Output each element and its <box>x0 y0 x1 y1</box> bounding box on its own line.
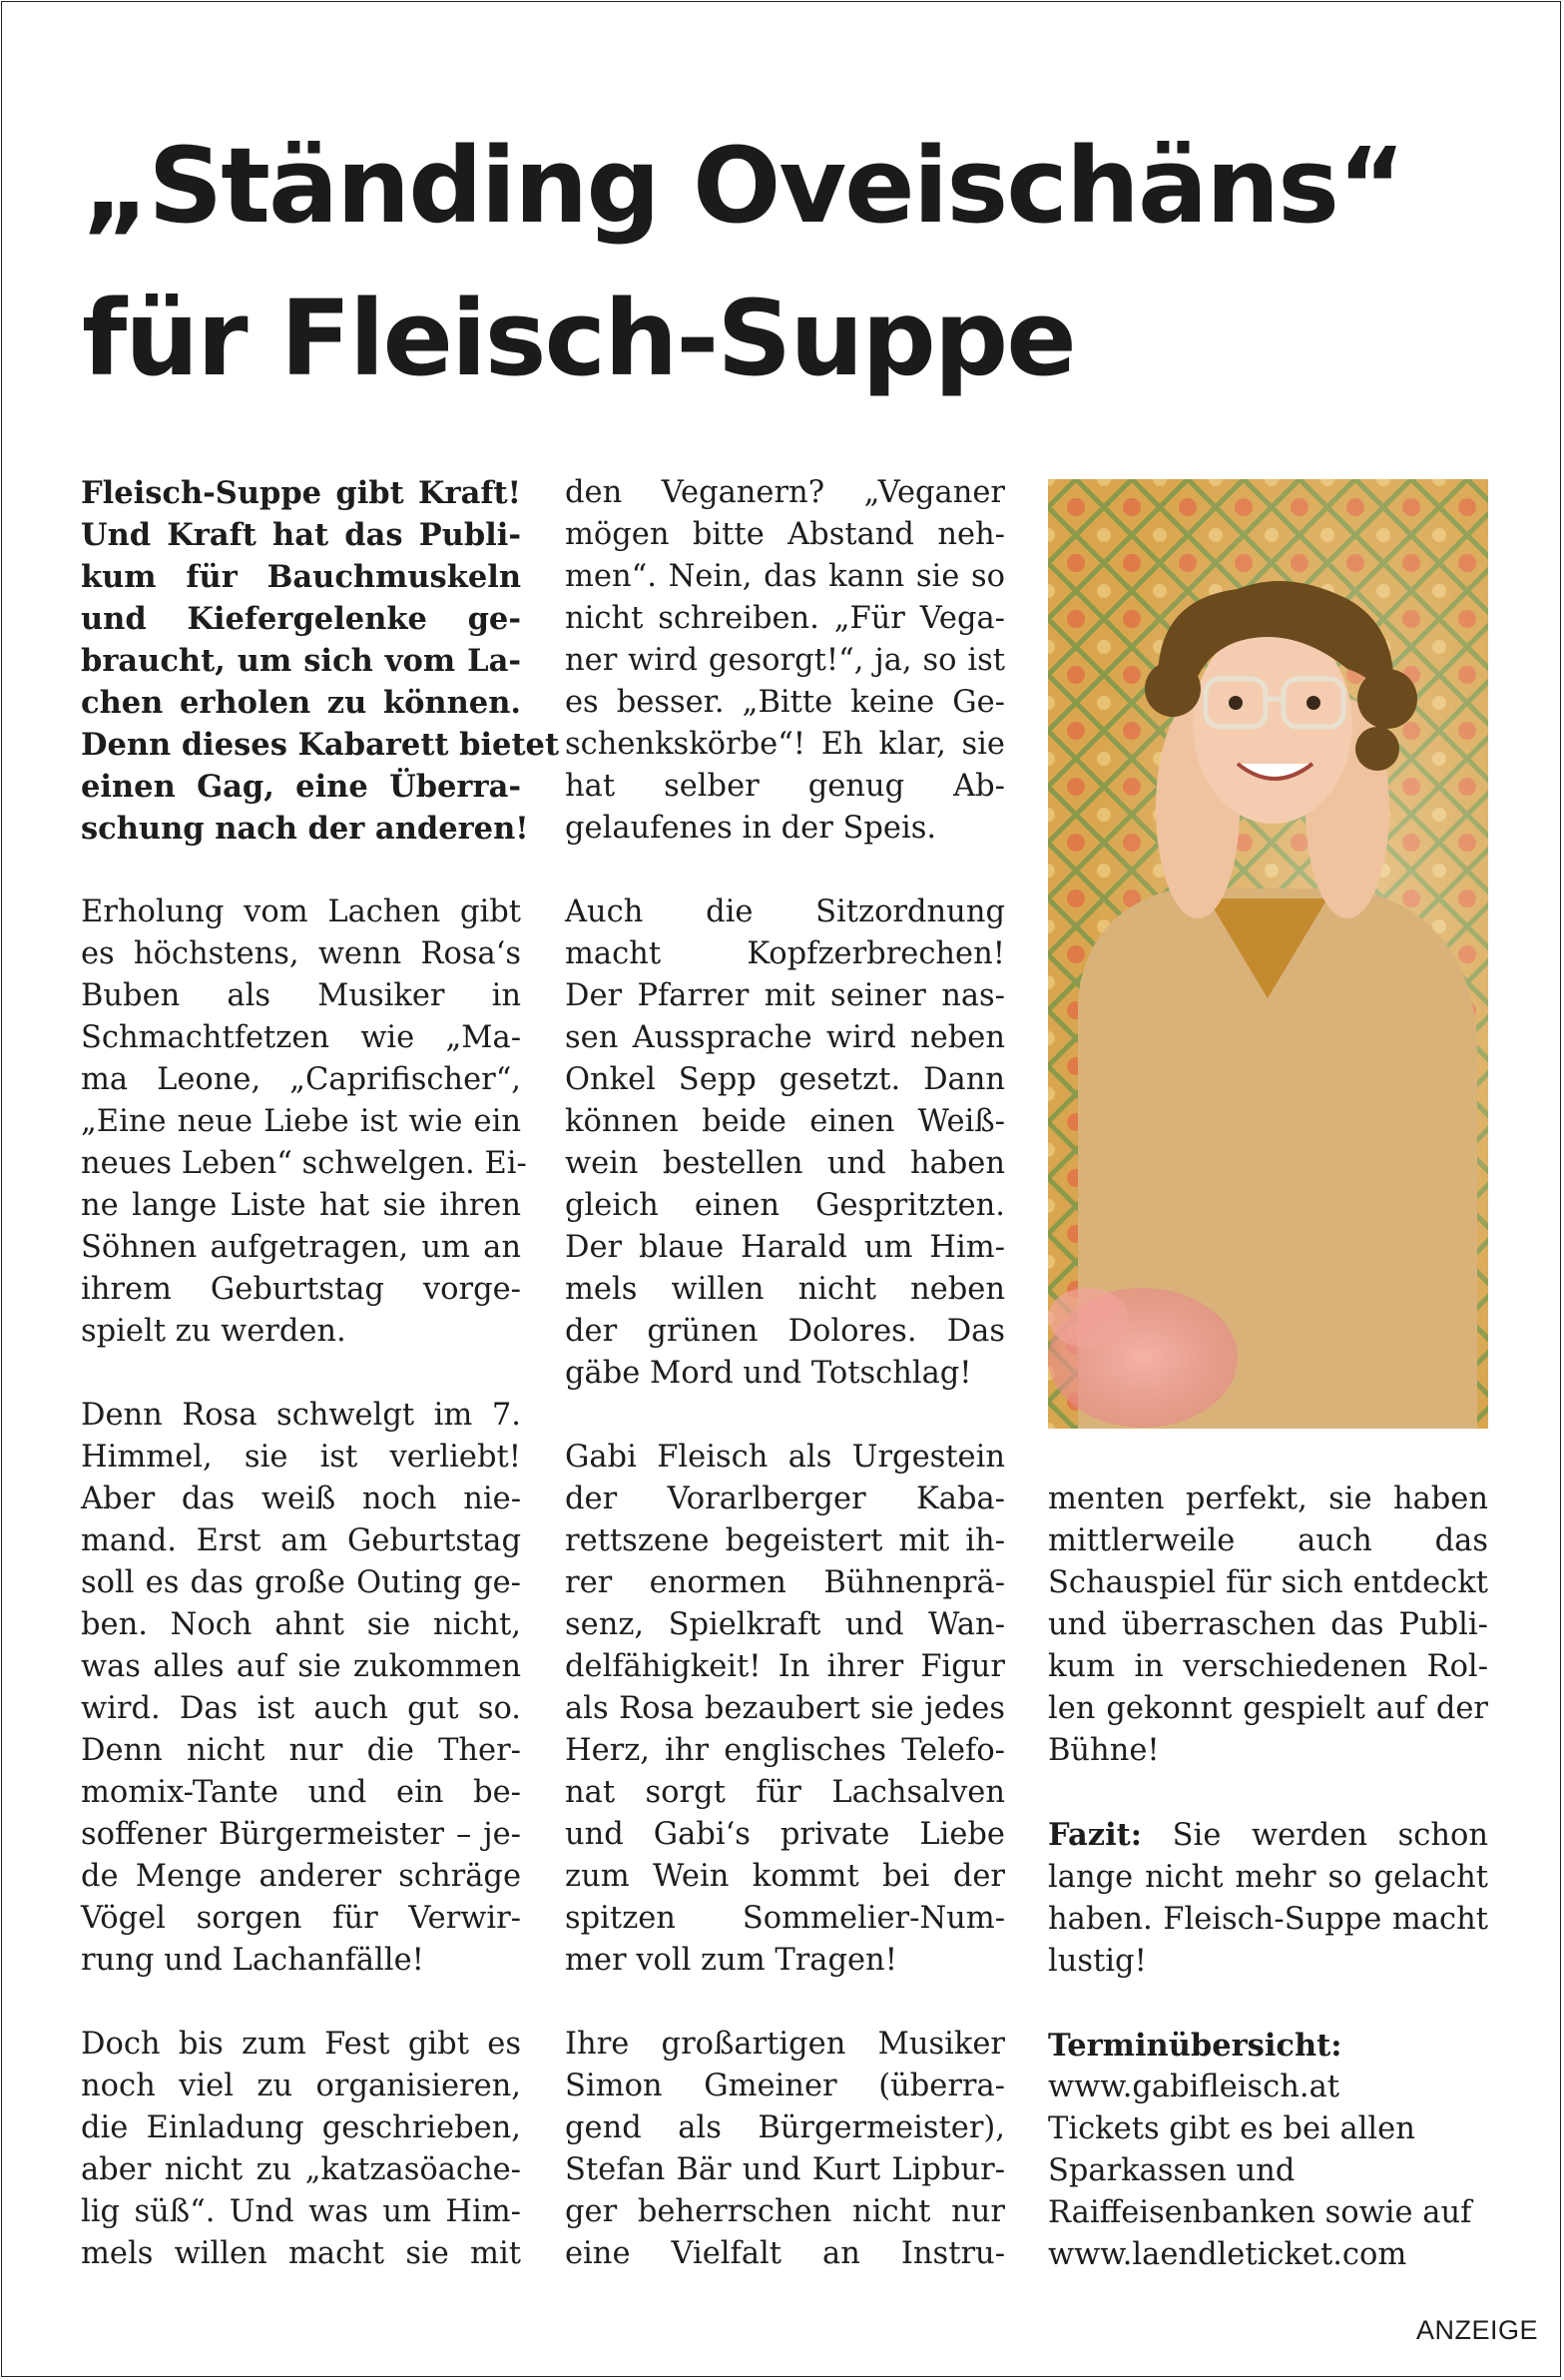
text-line: als Rosa bezaubert sie jedes <box>565 1691 1005 1726</box>
text-line: ma Leone, „Caprifischer“, <box>81 1062 521 1097</box>
text-line: gelaufenes in der Speis. <box>565 811 937 846</box>
text-line: Raiffeisenbanken sowie auf <box>1048 2195 1472 2230</box>
text-line: wein bestellen und haben <box>565 1146 1005 1181</box>
termin-label: Terminübersicht: <box>1048 2028 1342 2064</box>
text-line: rettszene begeistert mit ih- <box>565 1523 1005 1558</box>
text-line: soffener Bürgermeister – je- <box>81 1817 521 1852</box>
text-line: aber nicht zu „katzasöache- <box>81 2152 521 2187</box>
text-line: soll es das große Outing ge- <box>81 1565 521 1600</box>
text-line: chen erholen zu können. <box>81 685 521 721</box>
text-line: Fleisch-Suppe gibt Kraft! <box>81 475 521 511</box>
text-line: nat sorgt für Lachsalven <box>565 1775 1005 1810</box>
text-line: Buben als Musiker in <box>81 978 521 1013</box>
text-line: es höchstens, wenn Rosa‘s <box>81 936 521 971</box>
text-line: delfähigkeit! In ihrer Figur <box>565 1649 1005 1684</box>
text-line: den Veganern? „Veganer <box>565 475 1005 510</box>
text-line: ner wird gesorgt!“, ja, so ist <box>565 643 1005 678</box>
text-line: Onkel Sepp gesetzt. Dann <box>565 1062 1005 1097</box>
text-line: Denn Rosa schwelgt im 7. <box>81 1398 521 1433</box>
fazit-first-line <box>1048 1814 1488 1857</box>
text-line: Und Kraft hat das Publi- <box>81 517 521 553</box>
text-line: ben. Noch ahnt sie nicht, <box>81 1607 521 1642</box>
paragraph <box>81 1395 521 1982</box>
text-line: und Kiefergelenke ge- <box>81 601 521 637</box>
text-line: de Menge anderer schräge <box>81 1859 521 1894</box>
text-line: wird. Das ist auch gut so. <box>81 1691 521 1726</box>
text-line: neues Leben“ schwelgen. Ei- <box>81 1146 527 1181</box>
termin-paragraph <box>1048 2025 1488 2276</box>
text-line: Bühne! <box>1048 1733 1160 1768</box>
paragraph <box>565 2024 1005 2275</box>
text-line: len gekonnt gespielt auf der <box>1048 1691 1488 1726</box>
text-line: Doch bis zum Fest gibt es <box>81 2027 521 2062</box>
text-line: Aber das weiß noch nie- <box>81 1482 521 1516</box>
advertisement-page <box>1 1 1561 2377</box>
text-line: spielt zu werden. <box>81 1314 346 1349</box>
text-line: Sparkassen und <box>1048 2153 1296 2188</box>
text-line: mels willen nicht neben <box>565 1272 1005 1307</box>
text-line: Tickets gibt es bei allen <box>1048 2111 1415 2146</box>
text-line: noch viel zu organisieren, <box>81 2069 521 2103</box>
text-line: können beide einen Weiß- <box>565 1104 1005 1139</box>
text-line: kum in verschiedenen Rol- <box>1048 1649 1488 1684</box>
text-line: nicht schreiben. „Für Vega- <box>565 601 1005 636</box>
text-line: Schauspiel für sich entdeckt <box>1048 1565 1488 1600</box>
ad-label: ANZEIGE <box>1415 2315 1538 2345</box>
headline-line-2: für Fleisch-Suppe <box>82 278 1075 399</box>
text-line: schenkskörbe“! Eh klar, sie <box>565 727 1005 762</box>
text-line: Söhnen aufgetragen, um an <box>81 1230 521 1265</box>
text-line: ger beherrschen nicht nur <box>565 2194 1005 2229</box>
text-line: die Einladung geschrieben, <box>81 2110 521 2145</box>
fazit-label: Fazit: <box>1048 1817 1143 1853</box>
text-line: macht Kopfzerbrechen! <box>565 936 1005 971</box>
text-line: mels willen macht sie mit <box>81 2236 521 2271</box>
fazit-paragraph <box>1048 1814 1488 1983</box>
intro-paragraph <box>81 472 560 850</box>
text-line: Auch die Sitzordnung <box>565 894 1005 929</box>
text-line: ihrem Geburtstag vorge- <box>81 1272 521 1307</box>
paragraph <box>81 2024 521 2275</box>
headline-line-1: „Ständing Oveischäns“ <box>82 125 1404 247</box>
text-line: kum für Bauchmuskeln <box>81 559 521 595</box>
fazit-text: Sie werden schon <box>1142 1818 1488 1853</box>
website-link[interactable]: www.gabifleisch.at <box>1048 2070 1340 2104</box>
text-line: einen Gag, eine Überra- <box>81 769 521 805</box>
text-line: Denn nicht nur die Ther- <box>81 1733 521 1768</box>
text-line: braucht, um sich vom La- <box>81 643 521 679</box>
text-line: Gabi Fleisch als Urgestein <box>565 1440 1005 1475</box>
text-line: schung nach der anderen! <box>81 811 529 847</box>
text-line: spitzen Sommelier-Num- <box>565 1901 1005 1936</box>
text-line: gäbe Mord und Totschlag! <box>565 1356 972 1391</box>
text-line: der Vorarlberger Kaba- <box>565 1482 1005 1516</box>
text-line: mer voll zum Tragen! <box>565 1943 897 1978</box>
text-line: Schmachtfetzen wie „Ma- <box>81 1020 521 1055</box>
text-line: gleich einen Gespritzten. <box>565 1188 1005 1223</box>
text-line: Der Pfarrer mit seiner nas- <box>565 978 1005 1013</box>
text-line: senz, Spielkraft und Wan- <box>565 1607 1005 1642</box>
text-line: eine Vielfalt an Instru- <box>565 2236 1005 2271</box>
text-line: menten perfekt, sie haben <box>1048 1482 1488 1516</box>
text-line: Erholung vom Lachen gibt <box>81 894 521 929</box>
text-line: hat selber genug Ab- <box>565 769 1005 804</box>
paragraph <box>81 892 527 1353</box>
text-column-2 <box>565 472 1005 2275</box>
text-line: haben. Fleisch-Suppe macht <box>1048 1902 1488 1937</box>
text-line: lange nicht mehr so gelacht <box>1048 1860 1488 1895</box>
text-column-3 <box>1048 1479 1488 2276</box>
text-line: Vögel sorgen für Verwir- <box>81 1901 521 1936</box>
text-line: Simon Gmeiner (überra- <box>565 2069 1005 2103</box>
headline <box>82 110 1499 415</box>
text-line: was alles auf sie zukommen <box>81 1649 521 1684</box>
text-line: momix-Tante und ein be- <box>81 1775 521 1810</box>
text-line: Stefan Bär und Kurt Lipbur- <box>565 2152 1005 2187</box>
text-line: Herz, ihr englisches Telefo- <box>565 1733 1005 1768</box>
text-line: ne lange Liste hat sie ihren <box>81 1188 521 1223</box>
text-line: Himmel, sie ist verliebt! <box>81 1440 521 1475</box>
text-line: mand. Erst am Geburtstag <box>81 1523 521 1558</box>
text-line: gend als Bürgermeister), <box>565 2110 1005 2145</box>
ticket-link[interactable]: www.laendleticket.com <box>1048 2237 1407 2272</box>
paragraph <box>1048 1479 1488 1772</box>
text-line: lustig! <box>1048 1944 1147 1979</box>
paragraph <box>565 1437 1005 1982</box>
paragraph <box>565 892 1005 1395</box>
text-column-1 <box>81 472 560 2275</box>
text-line: men“. Nein, das kann sie so <box>565 559 1005 594</box>
text-line: und Gabi‘s private Liebe <box>565 1817 1005 1852</box>
performer-photo <box>1048 479 1488 1429</box>
text-line: Denn dieses Kabarett bietet <box>81 727 560 763</box>
text-line: und überraschen das Publi- <box>1048 1607 1488 1642</box>
text-line: zum Wein kommt bei der <box>565 1859 1005 1894</box>
text-line: Der blaue Harald um Him- <box>565 1230 1005 1265</box>
text-line: Ihre großartigen Musiker <box>565 2027 1005 2062</box>
text-line: mittlerweile auch das <box>1048 1523 1488 1558</box>
text-line: rung und Lachanfälle! <box>81 1943 424 1978</box>
paragraph <box>565 472 1005 850</box>
text-line: mögen bitte Abstand neh- <box>565 517 1005 552</box>
text-line: „Eine neue Liebe ist wie ein <box>81 1104 521 1139</box>
text-line: sen Aussprache wird neben <box>565 1020 1005 1055</box>
text-line: rer enormen Bühnenprä- <box>565 1565 1005 1600</box>
text-line: es besser. „Bitte keine Ge- <box>565 685 1005 720</box>
text-line: der grünen Dolores. Das <box>565 1314 1005 1349</box>
text-line: lig süß“. Und was um Him- <box>81 2194 521 2229</box>
